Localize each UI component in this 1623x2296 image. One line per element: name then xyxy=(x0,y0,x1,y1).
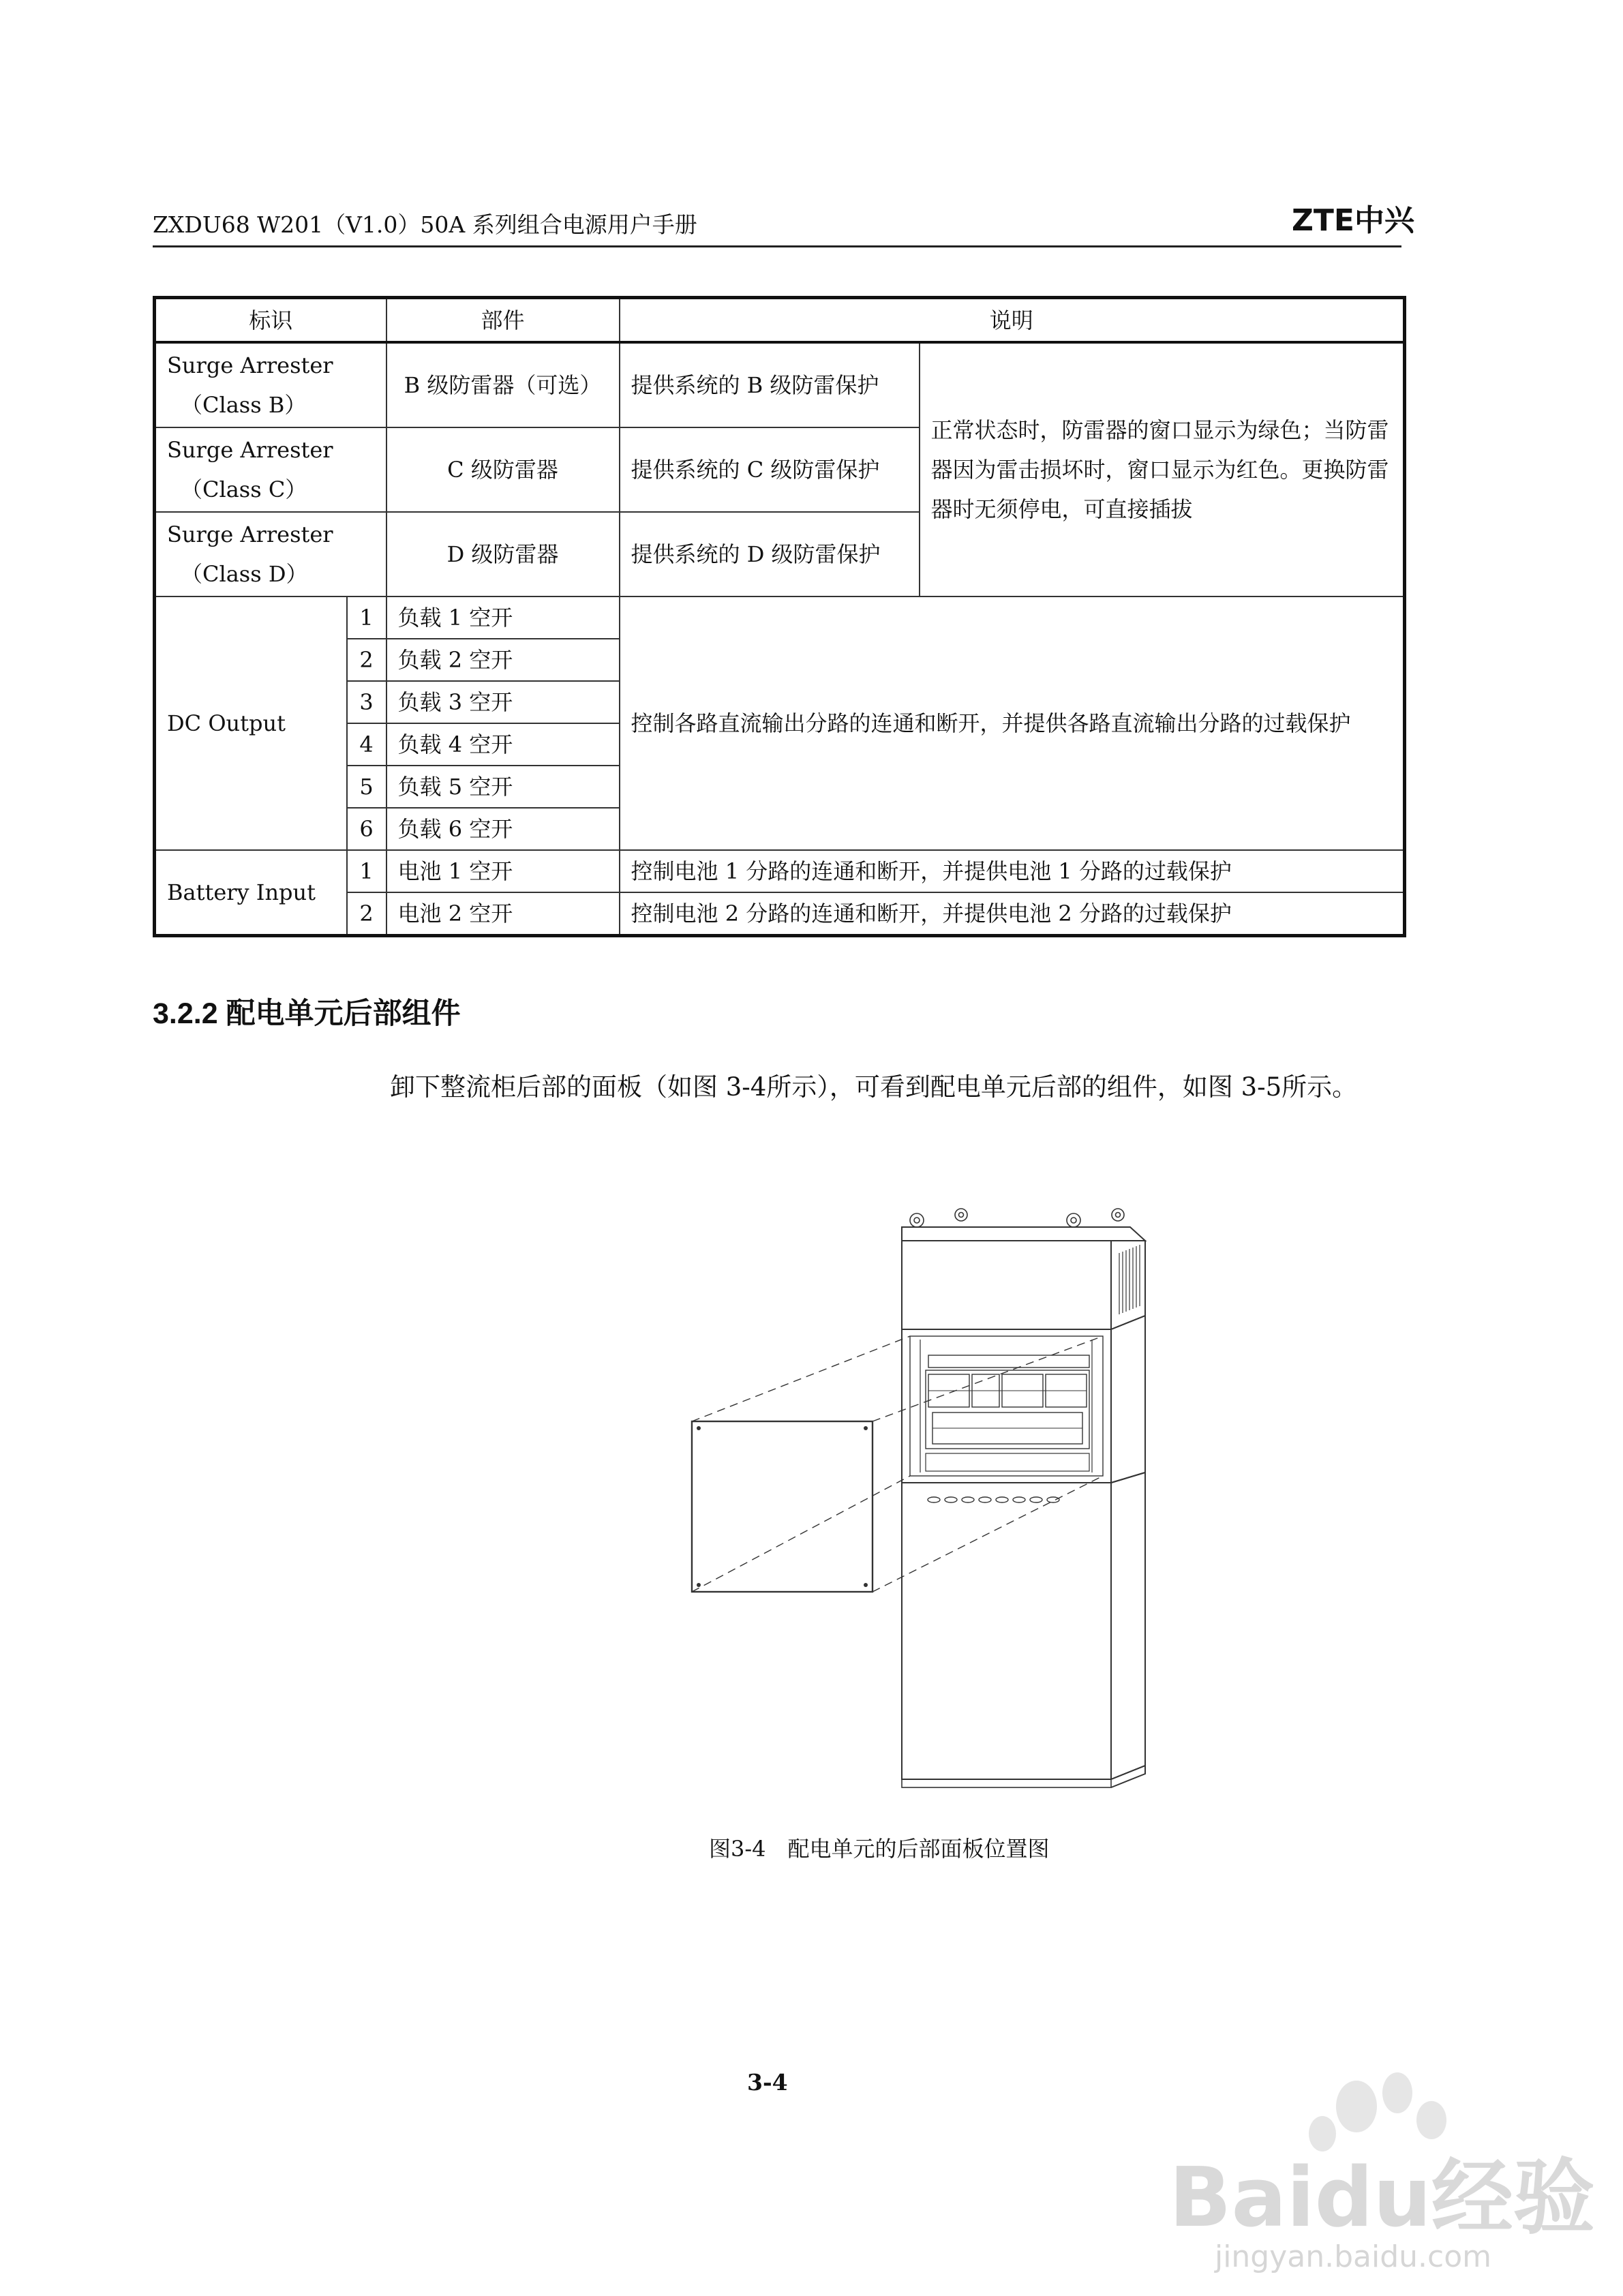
column-header-desc: 说明 xyxy=(620,298,1405,343)
row-number: 2 xyxy=(347,639,386,681)
row-part: 负载 4 空开 xyxy=(386,723,620,766)
section-paragraph: 卸下整流柜后部的面板（如图 3-4所示），可看到配电单元后部的组件，如图 3-5所示。 xyxy=(390,1072,1358,1102)
row-number: 1 xyxy=(347,596,386,639)
row-number: 3 xyxy=(347,681,386,723)
distribution-unit xyxy=(926,1355,1089,1449)
row-number: 1 xyxy=(347,850,386,892)
row-number: 2 xyxy=(347,892,386,936)
table-row xyxy=(155,342,1405,427)
page-number: 3-4 xyxy=(747,2069,788,2096)
battery-input-label: Battery Input xyxy=(155,850,347,936)
row-part: C 级防雷器 xyxy=(386,427,620,512)
column-header-part: 部件 xyxy=(386,298,620,343)
svg-text:ZTE中兴: ZTE中兴 xyxy=(1292,203,1414,238)
cabinet-middle-opening xyxy=(902,1329,1111,1483)
table-row xyxy=(155,596,1405,639)
surge-note: 正常状态时，防雷器的窗口显示为绿色；当防雷器因为雷击损坏时，窗口显示为红色。更换防雷器时无须停电，可直接插拔 xyxy=(920,342,1405,596)
row-part: D 级防雷器 xyxy=(386,512,620,596)
cabinet-rear-panel-figure xyxy=(675,1200,1166,1800)
zte-logo xyxy=(1292,199,1414,238)
row-number: 6 xyxy=(347,808,386,850)
svg-text:Baidu经验: Baidu经验 xyxy=(1169,2151,1595,2246)
section-heading: 3.2.2 配电单元后部组件 xyxy=(153,997,461,1030)
paw-print-icon xyxy=(1309,2072,1446,2151)
row-part: 电池 2 空开 xyxy=(386,892,620,936)
figure-caption: 图3-4 配电单元的后部面板位置图 xyxy=(709,1836,1050,1862)
row-id-surge-b: Surge Arrester （Class B） xyxy=(155,342,386,427)
row-part: 负载 6 空开 xyxy=(386,808,620,850)
cable-holes xyxy=(928,1497,1059,1502)
row-desc: 控制电池 2 分路的连通和断开，并提供电池 2 分路的过载保护 xyxy=(620,892,1405,936)
cabinet-roof xyxy=(902,1227,1145,1241)
cabinet-bottom-section xyxy=(902,1483,1111,1779)
dc-output-label: DC Output xyxy=(155,596,347,850)
row-id-surge-c: Surge Arrester （Class C） xyxy=(155,427,386,512)
row-desc: 提供系统的 C 级防雷保护 xyxy=(620,427,920,512)
header-divider xyxy=(153,245,1401,247)
component-table xyxy=(153,296,1406,937)
watermark-url: jingyan.baidu.com xyxy=(1214,2239,1492,2274)
lifting-eye-icons xyxy=(910,1209,1124,1227)
row-desc: 提供系统的 D 级防雷保护 xyxy=(620,512,920,596)
row-part: B 级防雷器（可选） xyxy=(386,342,620,427)
row-number: 4 xyxy=(347,723,386,766)
row-part: 负载 5 空开 xyxy=(386,766,620,808)
row-desc: 控制电池 1 分路的连通和断开，并提供电池 1 分路的过载保护 xyxy=(620,850,1405,892)
row-part: 负载 1 空开 xyxy=(386,596,620,639)
row-desc: 提供系统的 B 级防雷保护 xyxy=(620,342,920,427)
document-header-title: ZXDU68 W201（V1.0）50A 系列组合电源用户手册 xyxy=(153,211,697,238)
column-header-id: 标识 xyxy=(155,298,386,343)
table-row xyxy=(155,850,1405,892)
vent-grille xyxy=(1119,1245,1140,1314)
rear-panel xyxy=(692,1421,873,1592)
dc-output-desc: 控制各路直流输出分路的连通和断开，并提供各路直流输出分路的过载保护 xyxy=(620,596,1405,850)
table-header-row xyxy=(155,298,1405,343)
row-number: 5 xyxy=(347,766,386,808)
row-part: 负载 3 空开 xyxy=(386,681,620,723)
row-id-surge-d: Surge Arrester （Class D） xyxy=(155,512,386,596)
row-part: 负载 2 空开 xyxy=(386,639,620,681)
cabinet-top-section xyxy=(902,1241,1111,1329)
row-part: 电池 1 空开 xyxy=(386,850,620,892)
